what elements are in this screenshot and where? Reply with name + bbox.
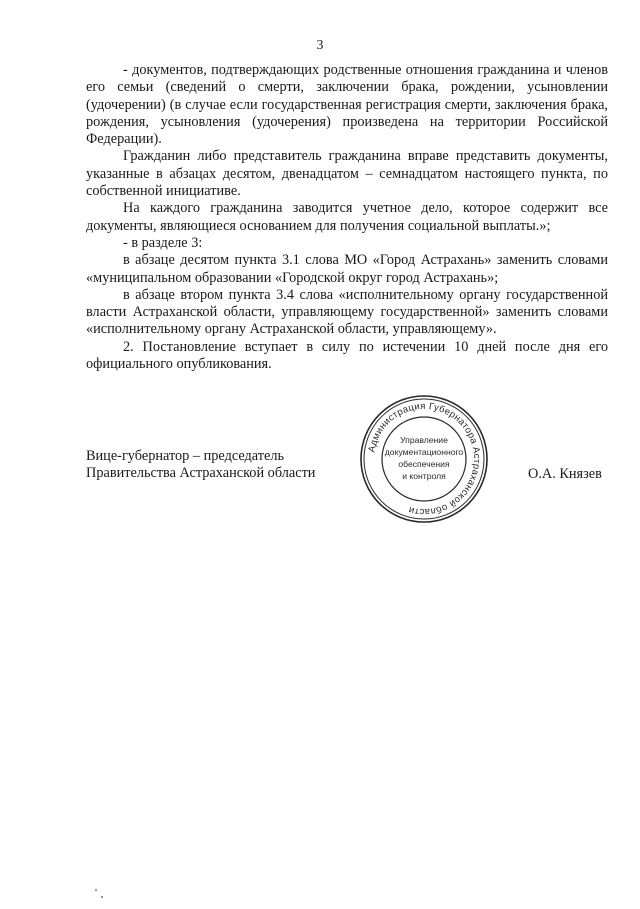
paragraph-entry-into-force: 2. Постановление вступает в силу по истечении 10 дней после дня его официального опубликования. <box>86 338 608 373</box>
signatory-title-line-1: Вице-губернатор – председатель <box>86 448 285 464</box>
paragraph-point-3-1: в абзаце десятом пункта 3.1 слова МО «Город Астрахань» заменить словами «муниципальном образовании «Городской округ город Астрахань»; <box>86 252 608 286</box>
paragraph-citizen-right: Гражданин либо представитель гражданина вправе представить документы, указанные в абзацах десятом, двенадцатом – семнадцатом настоящего пункта, по собственной инициативе. <box>86 148 608 200</box>
stamp-center-line-3: обеспечения <box>398 459 450 469</box>
signatory-title-line-2: Правительства Астраханской области <box>86 465 316 482</box>
stamp-center-line-1: Управление <box>400 435 448 445</box>
paragraph-documents-list: - документов, подтверждающих родственные отношения гражданина и членов его семьи (сведений о смерти, заключении брака, рождении, усыновлении (удочерении) (в случае если государственная регистрация смерти, заключения брака, рождения, усыновления (удочерения) произведена на территории Российской Федерации). <box>86 62 608 148</box>
paragraph-point-3-4: в абзаце втором пункта 3.4 слова «исполнительному органу государственной власти Астраханской области, управляющему государственной» заменить словами «исполнительному органу Астраханской области, управляющему». <box>86 286 608 338</box>
page-number: 3 <box>316 38 324 53</box>
signatory-title <box>86 448 315 483</box>
stamp-ring-text: Администрация Губернатора Астраханской области <box>366 400 483 518</box>
stamp-center-line-2: документационного <box>384 447 464 457</box>
paragraph-account-file: На каждого гражданина заводится учетное дело, которое содержит все документы, являющиеся основанием для получения социальной выплаты.»; <box>86 200 608 234</box>
scan-speck <box>95 889 97 891</box>
paragraph-section-3: - в разделе 3: <box>123 234 203 251</box>
stamp-center-line-4: и контроля <box>402 471 446 481</box>
official-stamp <box>358 393 490 525</box>
document-body <box>86 62 608 373</box>
scan-speck <box>101 896 103 898</box>
signatory-name: О.А. Князев <box>528 466 602 482</box>
stamp-seal-icon <box>358 393 490 525</box>
